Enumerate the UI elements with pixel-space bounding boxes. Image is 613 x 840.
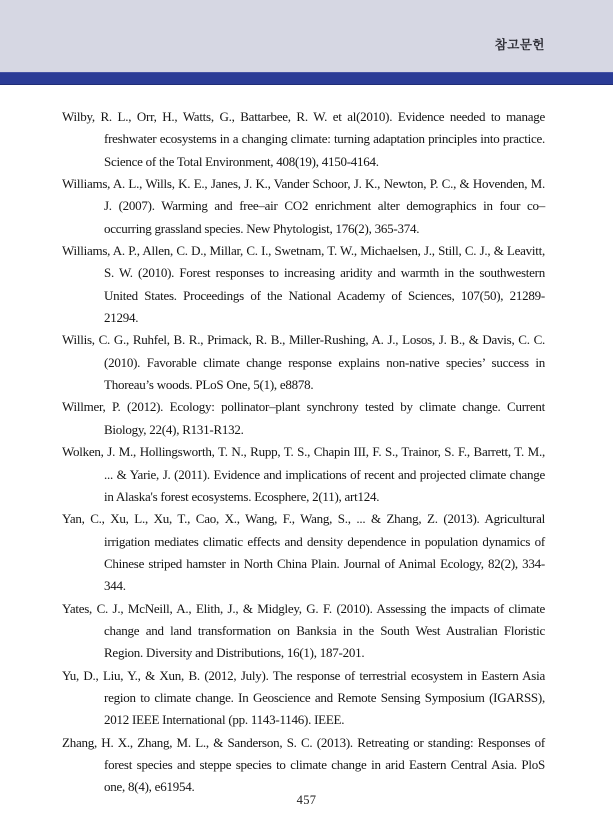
reference-entry: Willmer, P. (2012). Ecology: pollinator–plant synchrony tested by climate change. Current Biology, 22(4), R131-R132. [62,399,545,437]
reference-entry: Yu, D., Liu, Y., & Xun, B. (2012, July). The response of terrestrial ecosystem in Eastern Asia region to climate change. In Geoscience and Remote Sensing Symposium (IGARSS), 2012 IEEE International (pp. 1143-1146). IEEE. [62,667,545,728]
page-number: 457 [296,793,317,807]
header-divider-bar [0,72,613,85]
reference-entry: Zhang, H. X., Zhang, M. L., & Sanderson, S. C. (2013). Retreating or standing: Responses of forest species and steppe species to climate change in arid Eastern Central Asia. PloS one, 8(4), e61954. [62,734,545,795]
page-header [0,0,613,72]
reference-entry: Williams, A. P., Allen, C. D., Millar, C. I., Swetnam, T. W., Michaelsen, J., Still, C. J., & Leavitt, S. W. (2010). Forest responses to increasing aridity and warmth in the southwestern United States. Proceedings of the National Academy of Sciences, 107(50), 21289-21294. [62,243,545,326]
reference-entry: Willis, C. G., Ruhfel, B. R., Primack, R. B., Miller-Rushing, A. J., Losos, J. B., & Davis, C. C. (2010). Favorable climate change response explains non-native species’ success in Thoreau’s woods. PLoS One, 5(1), e8878. [62,332,545,393]
reference-entry: Wolken, J. M., Hollingsworth, T. N., Rupp, T. S., Chapin III, F. S., Trainor, S. F., Barrett, T. M., ... & Yarie, J. (2011). Evidence and implications of recent and projected climate change in Alaska's forest ecosystems. Ecosphere, 2(11), art124. [62,444,545,504]
reference-entry: Yates, C. J., McNeill, A., Elith, J., & Midgley, G. F. (2010). Assessing the impacts of climate change and land transformation on Banksia in the South West Australian Floristic Region. Diversity and Distributions, 16(1), 187-201. [62,600,545,661]
reference-entry: Wilby, R. L., Orr, H., Watts, G., Battarbee, R. W. et al(2010). Evidence needed to manage freshwater ecosystems in a changing climate: turning adaptation principles into practice. Science of the Total Environment, 408(19), 4150-4164. [62,109,545,169]
reference-entry: Williams, A. L., Wills, K. E., Janes, J. K., Vander Schoor, J. K., Newton, P. C., & Hovenden, M. J. (2007). Warming and free–air CO2 enrichment alter demographics in four co–occurring grassland species. New Phytologist, 176(2), 365-374. [62,176,545,236]
reference-entry: Yan, C., Xu, L., Xu, T., Cao, X., Wang, F., Wang, S., ... & Zhang, Z. (2013). Agricultural irrigation mediates climatic effects and density dependence in population dynamics of Chinese striped hamster in North China Plain. Journal of Animal Ecology, 82(2), 334-344. [62,511,545,594]
references-list [0,85,613,799]
header-title: 참고문헌 [494,38,545,52]
